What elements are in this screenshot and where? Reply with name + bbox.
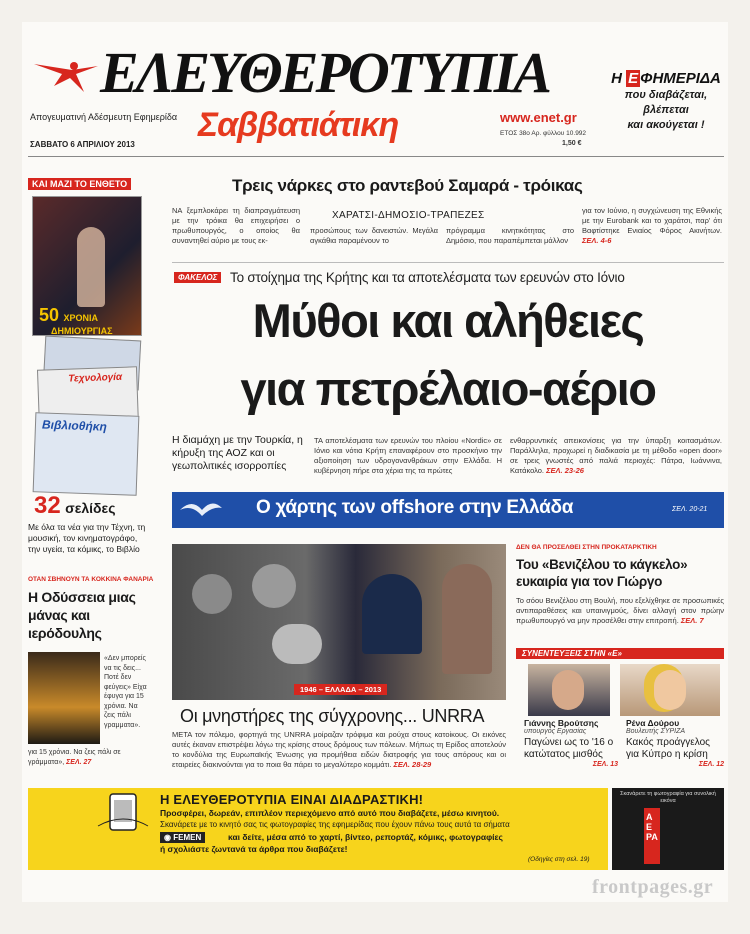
masthead-issue: ΕΤΟΣ 38ο Αρ. φύλλου 10.992 (500, 130, 587, 137)
promo-line1-c: ΦΗΜΕΡΙΔΑ (640, 70, 721, 87)
dourou-photo (620, 664, 720, 716)
lead-headline-1[interactable]: Μύθοι και αλήθειες (252, 294, 644, 347)
top-story-col4: για τον Ιούνιο, η συγχώνευση της Εθνικής με την Eurobank και το χαράτσι, παρ' ότι Βαφτίστηκε Ενιαίος Φόρος Ακινήτων. (582, 206, 722, 235)
unrra-text: ΜΕΤΑ τον πόλεμο, φορτηγά της UNRRA μοίραζαν τρόφιμα και ρούχα στους κατοίκους. Οι εικόνες αυτές έκαναν επιστρέψει λόγω της κρίσης στους δρόμους των πόλεων. Μήπως τη Ερίδος αποτελούν το κονδύλια της Ευρωπαϊκής Ένωσης για προμήθεια ειδών διατροφής για τους απόρους και οι εταιρείες διακινούνται για το ποια θα πάρει το μεγαλύτερο κομμάτι. (172, 730, 506, 769)
p1-role: υπουργός Εργασίας (524, 728, 587, 735)
interviews-label: ΣΥΝΕΝΤΕΥΞΕΙΣ ΣΤΗΝ «Ε» (516, 648, 724, 659)
pages-number: 32 (34, 492, 61, 519)
promo-line4: και ακούγεται ! (627, 119, 705, 131)
p1-ref[interactable]: ΣΕΛ. 13 (592, 761, 618, 768)
promo-letter: Ε (628, 70, 639, 87)
top-story-ref[interactable]: ΣΕΛ. 4-6 (582, 236, 612, 245)
sidebar-story-ref[interactable]: ΣΕΛ. 27 (66, 758, 92, 766)
p2-role: Βουλευτής ΣΥΡΙΖΑ (626, 728, 686, 735)
lead-sub: Η διαμάχη με την Τουρκία, η κήρυξη της ΑΟΖ και οι γεωπολιτικές ισορροπίες (172, 434, 303, 472)
offshore-banner[interactable] (172, 492, 724, 528)
magazine-stack (30, 338, 142, 498)
watermark: frontpages.gr (592, 876, 714, 898)
promo-box (606, 70, 726, 152)
promo-line3: βλέπεται (643, 104, 689, 116)
lead-kicker: Το στοίχημα της Κρήτης και τα αποτελέσματα των ερευνών στο Ιόνιο (230, 270, 625, 285)
pages-word: σελίδες (65, 500, 116, 516)
top-story-kicker: ΧΑΡΑΤΣΙ-ΔΗΜΟΣΙΟ-ΤΡΑΠΕΖΕΣ (332, 210, 485, 221)
unrra-photo[interactable] (172, 544, 506, 700)
masthead-price: 1,50 € (562, 140, 582, 147)
lead-headline-2[interactable]: για πετρέλαιο-αέριο (240, 362, 656, 415)
interactive-line4: ή σχολιάστε ζωντανά τα άρθρα που διαβάζετε! (160, 844, 348, 854)
sidebar-story-tag: ΟΤΑΝ ΣΒΗΝΟΥΝ ΤΑ ΚΟΚΚΙΝΑ ΦΑΝΑΡΙΑ (28, 576, 154, 583)
promo-line1-a: Η (611, 70, 622, 87)
lead-tag: ΦΑΚΕΛΟΣ (174, 272, 221, 283)
right-story-ref[interactable]: ΣΕΛ. 7 (680, 616, 704, 625)
sidebar-story-photo (28, 652, 100, 744)
masthead-subtitle: Σαββατιάτικη (198, 106, 399, 144)
insert-cover[interactable] (32, 196, 142, 336)
masthead-url: www.enet.gr (500, 110, 577, 125)
interactive-line3: και δείτε, μέσα από το χαρτί, βίντεο, ρεπορτάζ, κόμικς, φωτογραφίες (228, 832, 503, 842)
banner-ref: ΣΕΛ. 20-21 (672, 506, 708, 513)
interactive-box[interactable] (28, 788, 608, 870)
scan-label: ΑΕΡΑ (646, 812, 658, 842)
top-story-col2: προσώπους των δανειστών. Μεγάλα αγκάθια παραμένουν το (310, 226, 438, 245)
seagull-icon (178, 496, 224, 524)
banner-text: Ο χάρτης των offshore στην Ελλάδα (256, 497, 574, 518)
lead-col1: ΤΑ αποτελέσματα των ερευνών του πλοίου «Nordic» σε Ιόνιο και νότια Κρήτη επαναφέρουν στο προσκήνιο την αξιοποίηση των υδρογονανθράκων στην Ελλάδα. Η κυβέρνηση πήρε στα χέρια της τα πρώτες (314, 436, 502, 475)
lead-col2: ενθαρρυντικές απεικονίσεις για την ύπαρξη κοιτασμάτων. Παράλληλα, προχωρεί η διαδικασία με τη μέθοδο «open door» σε τρεις γνωστές από παλιά περιοχές: Πάτρα, Ιωάννινα, Κατάκολο. (510, 436, 722, 475)
lead-ref[interactable]: ΣΕΛ. 23-26 (546, 466, 584, 475)
scan-text: Σκανάρετε τη φωτογραφία για συνολική εικόνα (620, 791, 716, 804)
top-story-headline[interactable]: Τρεις νάρκες στο ραντεβού Σαμαρά - τρόικας (232, 176, 583, 195)
sidebar-story-title[interactable]: Η Οδύσσεια μιας μάνας και ιερόδουλης (28, 589, 136, 641)
cover-figure-icon (77, 227, 105, 307)
badge-line2: ΔΗΜΙΟΥΡΓΙΑΣ (51, 326, 113, 336)
masthead-tagline: Απογευματινή Αδέσμευτη Εφημερίδα (30, 112, 178, 122)
p2-name: Ρένα Δούρου (626, 718, 680, 728)
magazine-title-1: Τεχνολογία (68, 371, 123, 385)
top-story-col1: ΝΑ ξεμπλοκάρει τη διαπραγμάτευση με την τρόικα θα επιχειρήσει ο πρωθυπουργός, ο οποίος θα συναντηθεί αύριο με τους εκ- (172, 206, 300, 245)
p2-quote[interactable]: Κακός προάγγελος για Κύπρο η κρίση (626, 737, 710, 760)
magazine-title-2: Βιβλιοθήκη (41, 417, 108, 434)
unrra-headline[interactable]: Οι μνηστήρες της σύγχρονης... UNRRA (180, 706, 485, 726)
scan-box[interactable] (612, 788, 724, 870)
vroutsis-photo (528, 664, 610, 716)
right-story-tag: ΔΕΝ ΘΑ ΠΡΟΣΕΛΘΕΙ ΣΤΗΝ ΠΡΟΚΑΤΑΡΚΤΙΚΗ (516, 544, 657, 551)
interactive-line2: Σκανάρετε με το κινητό σας τις φωτογραφίες της εφημερίδας που έχουν πάνω τους αυτά τα σήματα (160, 820, 510, 829)
sidebar-story-text: «Δεν μπορείς να τις δεις... Ποτέ δεν φεύγεις» Είχα έφυγα για 15 χρόνια. Να ζεις πάλι γραμματα». (104, 655, 147, 729)
right-story-text: Το σόου Βενιζέλου στη Βουλή, που εξελίχθηκε σε προσωπικές αντιπαραθέσεις και υπαινιγμούς, δίνει αλλαγή στον πρώην πρωθυπουργό να μην προσέλθει στην επιτροπή. (516, 596, 724, 625)
phone-scan-icon (96, 792, 150, 834)
femen-logo (160, 832, 205, 843)
camera-icon: ◉ (164, 833, 171, 842)
right-story-headline[interactable]: Του «Βενιζέλου το κάγκελο» ευκαιρία για τον Γιώργο (516, 557, 688, 589)
unrra-ref[interactable]: ΣΕΛ. 28-29 (393, 760, 432, 769)
top-story-col3: πρόγραμμα κινητικότητας στο Δημόσιο, που παραπέμπεται μάλλον (446, 226, 574, 245)
interactive-note: (Οδηγίες στη σελ. 19) (528, 856, 590, 863)
p2-ref[interactable]: ΣΕΛ. 12 (698, 761, 724, 768)
pages-text: Με όλα τα νέα για την Τέχνη, τη μουσική, τον κινηματογράφο, την υγεία, τα κόμικς, το Βιβλίο (28, 522, 146, 554)
masthead-title: ΕΛΕΥΘΕΡΟΤΥΠΙΑ (100, 40, 549, 105)
femen-logo-text: FEMEN (173, 833, 202, 842)
logo-figure-icon (32, 56, 102, 96)
p1-name: Γιάννης Βρούτσης (524, 718, 599, 728)
p1-quote[interactable]: Παγώνει ως το '16 ο κατώτατος μισθός (524, 737, 614, 760)
promo-line2: που διαβάζεται, (624, 89, 708, 101)
badge-line1: ΧΡΟΝΙΑ (63, 313, 98, 323)
masthead-date: ΣΑΒΒΑΤΟ 6 ΑΠΡΙΛΙΟΥ 2013 (30, 140, 135, 149)
newspaper-page (22, 22, 728, 902)
interactive-title: Η ΕΛΕΥΘΕΡΟΤΥΠΙΑ ΕΙΝΑΙ ΔΙΑΔΡΑΣΤΙΚΗ! (160, 792, 424, 807)
interactive-line1: Προσφέρει, δωρεάν, επιπλέον περιεχόμενο από αυτό που διαβάζετε, μέσω κινητού. (160, 808, 500, 818)
photo-date-tag: 1946 – ΕΛΛΑΔΑ – 2013 (294, 684, 387, 695)
sidebar-story-text-tail: για 15 χρόνια. Να ζεις πάλι σε γράμματα», (28, 749, 121, 766)
badge-number: 50 (39, 305, 60, 325)
insert-label: ΚΑΙ ΜΑΖΙ ΤΟ ΕΝΘΕΤΟ (28, 178, 131, 190)
